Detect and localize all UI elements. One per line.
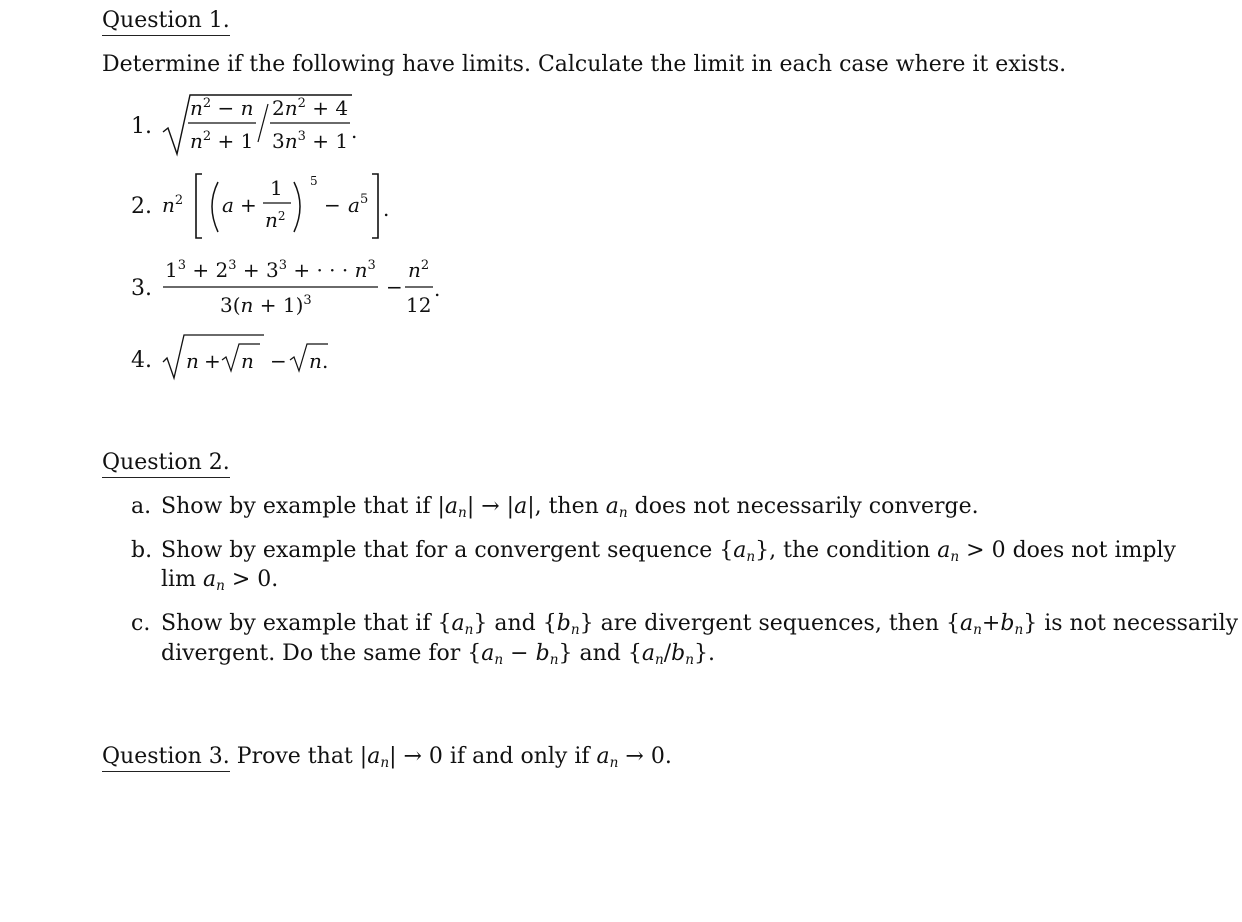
- svg-text:+: +: [204, 349, 221, 373]
- svg-text:.: .: [434, 277, 441, 301]
- svg-text:−: −: [324, 193, 341, 217]
- q1-item-2-expression: [160, 170, 420, 246]
- svg-text:a5: $a^5$: [348, 192, 369, 217]
- svg-text:5: 5: [310, 174, 318, 188]
- svg-text:n2: $n^2$: [265, 208, 286, 232]
- svg-text:n2: $n^2$: [162, 193, 184, 217]
- question-1-intro: Determine if the following have limits. Calculate the limit in each case where it exists.: [102, 52, 1067, 77]
- question-1-heading: Question 1.: [102, 8, 230, 36]
- svg-text:.: .: [383, 197, 390, 221]
- svg-text:n: n: [186, 349, 199, 373]
- q2-part-b-text-line1: Show by example that for a convergent sequence $\{a_n\}$, the condition $a_n > 0$ does not imply: [161, 538, 1176, 565]
- svg-text:.: .: [351, 119, 358, 143]
- question-3-line: Question 3. Prove that $|a_n| \to 0$ if and only if $a_n \to 0$.: [102, 744, 672, 771]
- svg-text:1: 1: [270, 176, 283, 200]
- svg-text:n: n: [309, 349, 322, 373]
- q2-part-b-text-line2: $\lim a_n > 0$.: [161, 567, 279, 594]
- svg-text:3(n + 1)3: $3(n + 1)^3$: [220, 293, 312, 317]
- q1-item-1-expression: [160, 92, 460, 162]
- q2-part-c-text-line1: Show by example that if $\{a_n\}$ and $\{b_n\}$ are divergent sequences, then $\{a_n+b_n\}$ is not necessarily: [161, 611, 1239, 638]
- svg-text:n2: $n^2$: [408, 258, 430, 282]
- q2-part-a-label: a.: [131, 494, 152, 519]
- svg-text:a: a: [222, 193, 234, 217]
- q1-item-4-label: 4.: [131, 348, 152, 373]
- q1-item-3-expression: [160, 254, 460, 326]
- svg-text:n2 − n: $n^2 - n$: [190, 96, 254, 120]
- svg-text:n: n: [241, 349, 254, 373]
- svg-text:12: 12: [406, 293, 432, 317]
- q2-part-c-text-line2: divergent. Do the same for $\{a_n - b_n\}$ and $\{a_n/b_n\}$.: [161, 641, 716, 668]
- question-3-prefix: Prove that: [236, 744, 353, 769]
- svg-text:+: +: [240, 193, 257, 217]
- question-3-heading: Question 3.: [102, 744, 230, 772]
- svg-text:2n2 + 4: $2n^2 + 4$: [272, 96, 349, 120]
- q2-part-b-label: b.: [131, 538, 153, 563]
- q1-item-3-label: 3.: [131, 276, 152, 301]
- question-2-heading: Question 2.: [102, 450, 230, 478]
- svg-text:−: −: [270, 349, 287, 373]
- q1-item-1-label: 1.: [131, 114, 152, 139]
- q2-part-a-text: Show by example that if $|a_n| \to |a|$, then $a_n$ does not necessarily converge.: [161, 494, 979, 521]
- svg-text:3n3 + 1: $3n^3 + 1$: [272, 129, 349, 153]
- q1-item-4-expression: [160, 332, 360, 386]
- q1-item-2-label: 2.: [131, 194, 152, 219]
- q2-part-c-label: c.: [131, 611, 151, 636]
- svg-text:.: .: [322, 349, 329, 373]
- svg-text:13 + 23 + 33 + · · · n3: $1^3 + 2^3 + 3^3$ + · · · $n^3$: [165, 258, 376, 282]
- svg-text:−: −: [386, 275, 403, 299]
- svg-text:n2 + 1: $n^2 + 1$: [190, 129, 254, 153]
